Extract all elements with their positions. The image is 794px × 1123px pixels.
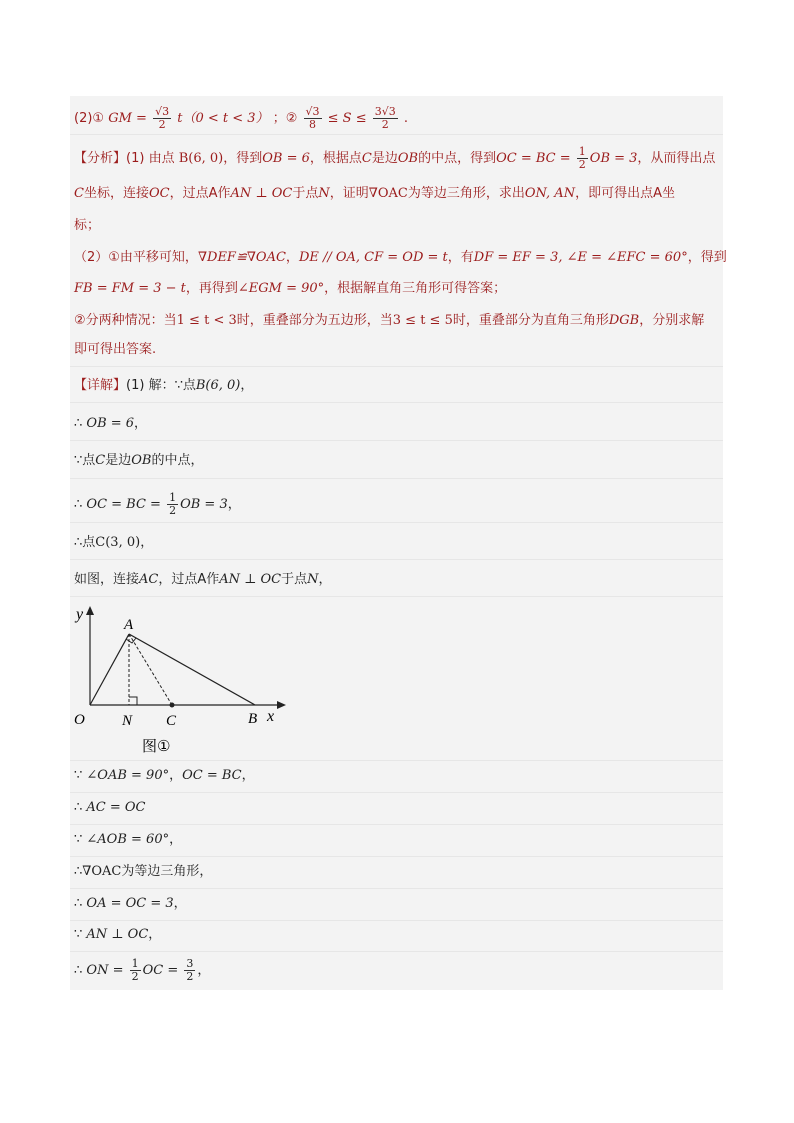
a-l4e: ，有 [447,250,474,265]
a-l2j: 为等边三角形，求出 [407,186,525,201]
detail-line-11 [74,894,187,914]
a-l1i: 的中点，得到 [418,151,497,166]
a-l6c: 时，重叠部分为五边形，当 [236,313,393,328]
a-l2f: 于点 [292,186,319,201]
d-7b: ∠OAB = 90° [86,768,170,783]
d-9b: ∠AOB = 60° [86,832,170,847]
a-l1b: B(6, 0) [178,151,224,166]
label-y: y [76,606,84,623]
a-l2g: N [318,186,330,201]
a-l7: 即可得出答案. [74,342,157,357]
fraction-half-3: $\frac{1}{2}$ [131,957,139,983]
detail-line-5 [74,533,153,553]
analysis-line-2 [74,184,675,204]
a-l1c: ，得到 [223,151,263,166]
gm-text: GM [108,111,132,126]
d-13a: ∴ [74,963,87,978]
d-4a: ∴ [74,497,87,512]
d-8a: ∴ [74,800,87,815]
point-c [170,703,175,708]
d-3c: 是边 [105,453,132,468]
fraction-sqrt3-2: $\frac{√3}{2}$ [155,105,170,131]
a-l1j: OC = BC = [496,151,575,166]
label-o: O [74,712,85,728]
d-5c: ， [140,535,154,550]
triangle-figure [72,601,292,761]
a-l2l: ，即可得出点A坐 [575,186,675,201]
a-l1g: 是边 [371,151,398,166]
d-1c: ， [240,378,254,393]
answer-line [74,106,408,131]
d-7e: ， [241,768,255,783]
solution-panel [70,96,727,990]
a-l4g: ，得到 [687,250,727,265]
d-13d: ， [197,963,211,978]
a-l3: 标； [74,218,101,233]
detail-line-13 [74,958,210,983]
a-l6a: ②分两种情况：当 [74,313,177,328]
fraction-sqrt3-8: $\frac{√3}{8}$ [305,105,320,131]
d-6a: 如图，连接 [74,572,140,587]
analysis-line-5 [74,279,506,299]
part2-marker: ；② [272,111,298,126]
fraction-half-2: $\frac{1}{2}$ [169,491,177,517]
a-l4d: DE // OA, CF = OD = t [298,250,448,265]
d-6f: N [307,572,319,587]
analysis-line-7 [74,340,156,360]
d-3d: OB [131,453,152,468]
detail-line-1 [74,376,253,396]
segment-ab [129,634,255,705]
answer-end: . [403,111,409,126]
eq-text: = [131,111,152,126]
a-l6f: DGB [608,313,640,328]
fraction-three-halves: $\frac{3}{2}$ [186,957,194,983]
d-6c: ，过点A作 [158,572,220,587]
t-range-text: t（0 < t < 3） [177,111,269,126]
a-l1k: OB = 3 [589,151,638,166]
d-2a: ∴ [74,416,87,431]
a-l5d: ，根据解直角三角形可得答案； [324,281,507,296]
a-l4f: DF = EF = 3, ∠E = ∠EFC = 60° [473,250,688,265]
fraction-half: $\frac{1}{2}$ [578,145,586,171]
x-axis-arrow [277,701,286,709]
a-l2b: 坐标，连接 [83,186,149,201]
label-x: x [267,708,275,725]
analysis-line-6 [74,311,704,331]
segment-oa [90,634,129,705]
a-l1l: ，从而得出点 [637,151,716,166]
figure-caption: 图① [142,737,171,755]
d-13c: OC = [142,963,183,978]
right-angle-a [126,638,136,643]
d-5a: ∴点 [74,535,96,550]
d-11b: OA = OC = 3 [86,896,174,911]
d-4b: OC = BC = [86,497,166,512]
a-l4b: ∇DEF≌∇OAC [197,250,286,265]
a-l5a: FB = FM = 3 − t [74,281,186,296]
a-l6b: 1 ≤ t < 3 [176,313,237,328]
detail-line-6 [74,570,332,590]
d-2c: ， [134,416,148,431]
analysis-line-3 [74,216,100,236]
detail-line-10 [74,862,212,882]
a-l5c: ∠EGM = 90° [237,281,325,296]
y-axis-arrow [86,606,94,615]
segment-ac [129,634,172,705]
detail-line-7 [74,766,255,786]
right-angle-n [129,697,137,705]
detail-line-4 [74,492,241,517]
d-6d: AN ⊥ OC [219,572,282,587]
d-10c: 为等边三角形， [121,864,213,879]
fraction-3sqrt3-2: $\frac{3√3}{2}$ [374,105,396,131]
d-8b: AC = OC [86,800,146,815]
d-2b: OB = 6 [86,416,135,431]
a-l2a: C [74,186,84,201]
s-range-text: ≤ S ≤ [327,111,371,126]
d-11a: ∴ [74,896,87,911]
d-13b: ON = [86,963,128,978]
d-9a: ∵ [74,832,87,847]
d-10b: ∇OAC [82,864,122,879]
d-4c: OB = 3 [180,497,228,512]
d-3e: 的中点， [151,453,204,468]
label-n: N [122,713,133,729]
d-6e: 于点 [281,572,308,587]
d-6g: ， [318,572,332,587]
d-7c: ， [169,768,183,783]
a-l5b: ，再得到 [185,281,238,296]
d-11c: ， [173,896,187,911]
a-l2h: ，证明 [329,186,369,201]
d-5b: C(3, 0) [95,535,141,550]
d-12a: ∵ [74,927,87,942]
a-l2e: AN ⊥ OC [230,186,293,201]
d-3a: ∵点 [74,453,96,468]
d-1a: (1) 解：∵点 [126,378,196,393]
a-l6e: 时，重叠部分为直角三角形 [452,313,609,328]
a-l2c: OC [148,186,170,201]
a-l1h: OB [397,151,419,166]
d-3b: C [95,453,106,468]
d-7d: OC = BC [182,768,242,783]
detail-line-9 [74,830,182,850]
answer-label: (2)① [74,111,105,126]
detail-line-8 [74,798,146,818]
d-12b: AN ⊥ OC [86,927,149,942]
a-l4c: ， [285,250,299,265]
label-b: B [248,711,258,727]
analysis-line-4 [74,248,727,268]
a-l2i: ∇OAC [368,186,408,201]
a-l6d: 3 ≤ t ≤ 5 [392,313,453,328]
d-4d: ， [227,497,241,512]
a-l1e: ，根据点 [309,151,362,166]
a-l1a: (1) 由点 [126,151,175,166]
label-a: A [124,617,134,633]
a-l2k: ON, AN [524,186,576,201]
label-c: C [166,713,177,729]
d-12c: ， [148,927,162,942]
detail-line-3 [74,451,203,471]
d-10a: ∴ [74,864,83,879]
a-l2d: ，过点A作 [169,186,231,201]
a-l1d: OB = 6 [262,151,310,166]
d-1b: B(6, 0) [195,378,241,393]
d-7a: ∵ [74,768,87,783]
a-l6g: ，分别求解 [639,313,705,328]
analysis-line-1 [74,146,715,171]
analysis-tag: 【分析】 [74,151,127,166]
d-9c: ， [169,832,183,847]
detail-line-2 [74,414,147,434]
a-l4a: （2）①由平移可知， [74,250,198,265]
detail-line-12 [74,925,161,945]
detail-tag: 【详解】 [74,378,127,393]
d-6b: AC [139,572,159,587]
a-l1f: C [361,151,372,166]
